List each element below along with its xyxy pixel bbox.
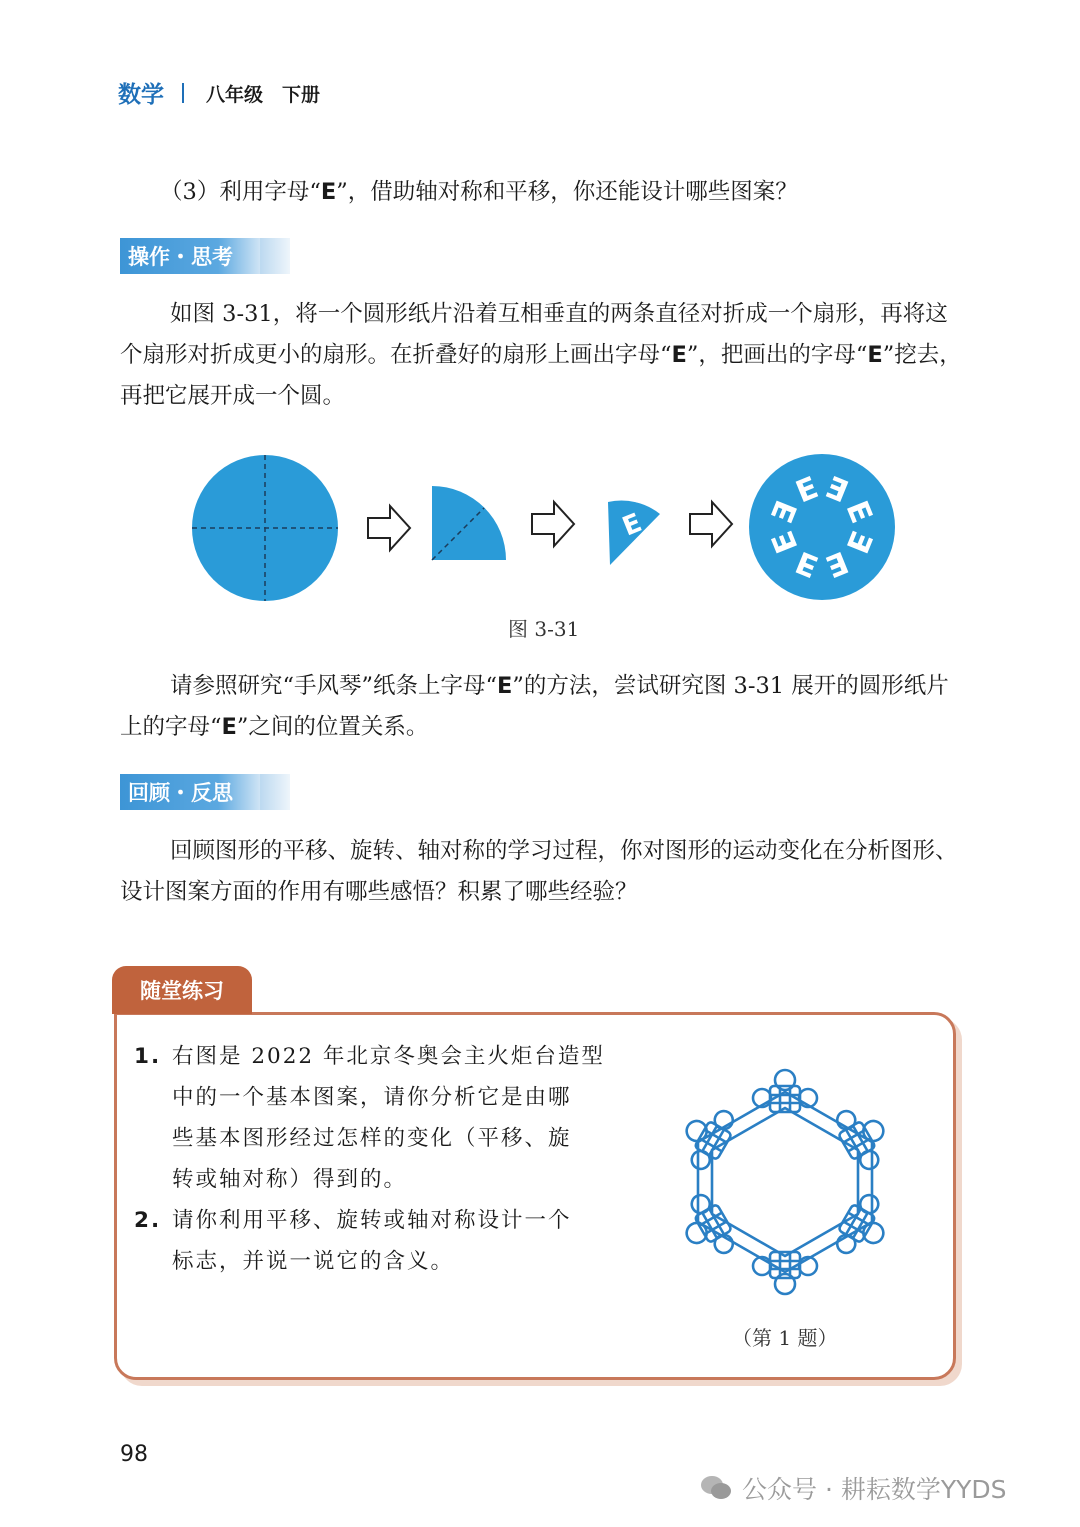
arrow-right-icon xyxy=(368,506,410,550)
exercise-line: 右图是 2022 年北京冬奥会主火炬台造型 xyxy=(172,1044,605,1069)
exercise-number: 2. xyxy=(134,1208,162,1233)
svg-text:E: E xyxy=(618,508,647,543)
header-divider xyxy=(182,83,184,103)
section-tag-tail xyxy=(260,774,290,810)
folded-circle xyxy=(192,455,338,601)
section-tag-label: 回顾・反思 xyxy=(120,774,260,810)
svg-text:E: E xyxy=(791,470,824,511)
svg-text:E: E xyxy=(820,543,853,584)
page-number: 98 xyxy=(120,1442,148,1467)
figure-3-31 xyxy=(180,450,910,610)
section-tag-label: 操作・思考 xyxy=(120,238,260,274)
book-subject: 数学 xyxy=(118,82,164,108)
practice-tab: 随堂练习 xyxy=(112,966,252,1014)
svg-text:E: E xyxy=(838,496,879,529)
research-paragraph: 请参照研究“手风琴”纸条上字母“E”的方法，尝试研究图 3-31 展开的圆形纸片上的字母“E”之间的位置关系。 xyxy=(120,673,949,740)
exercise-line: 标志，并说一说它的含义。 xyxy=(172,1249,455,1274)
question-3: （3）利用字母“E”，借助轴对称和平移，你还能设计哪些图案？ xyxy=(160,179,798,205)
review-paragraph: 回顾图形的平移、旋转、轴对称的学习过程，你对图形的运动变化在分析图形、设计图案方面的作用有哪些感悟？积累了哪些经验？ xyxy=(120,838,958,905)
quarter-sector xyxy=(432,486,506,560)
eighth-sector-with-letter xyxy=(608,501,660,565)
exercise-line: 些基本图形经过怎样的变化（平移、旋 xyxy=(172,1126,572,1151)
svg-text:E: E xyxy=(820,470,853,511)
fold-instruction-paragraph: 如图 3-31，将一个圆形纸片沿着互相垂直的两条直径对折成一个扇形，再将这个扇形对折成更小的扇形。在折叠好的扇形上画出字母“E”，把画出的字母“E”挖去，再把它展开成一个圆。 xyxy=(120,301,962,409)
svg-text:E: E xyxy=(765,525,806,558)
arrow-right-icon xyxy=(690,502,732,546)
watermark-text: 公众号 · 耕耘数学YYDS xyxy=(742,1475,1007,1504)
unfolded-circle-with-letters xyxy=(749,454,895,600)
exercise-line: 中的一个基本图案，请你分析它是由哪 xyxy=(172,1085,572,1110)
svg-text:E: E xyxy=(765,496,806,529)
section-tag-operate-think xyxy=(120,238,290,274)
practice-figure-caption: （第 1 题） xyxy=(732,1326,838,1350)
wechat-icon xyxy=(700,1474,732,1502)
figure-caption: 图 3-31 xyxy=(508,617,580,641)
exercise-number: 1. xyxy=(134,1044,162,1069)
section-tag-tail xyxy=(260,238,290,274)
svg-text:E: E xyxy=(791,543,824,584)
exercise-line: 请你利用平移、旋转或轴对称设计一个 xyxy=(172,1208,572,1233)
exercise-2 xyxy=(134,1200,614,1282)
section-tag-review-reflect xyxy=(120,774,290,810)
svg-text:E: E xyxy=(838,525,879,558)
exercise-1 xyxy=(134,1036,614,1200)
cauldron-knot-pattern xyxy=(640,1050,930,1310)
watermark xyxy=(700,1470,1007,1506)
arrow-right-icon xyxy=(532,502,574,546)
exercise-line: 转或轴对称）得到的。 xyxy=(172,1167,408,1192)
book-grade: 八年级 下册 xyxy=(206,84,321,106)
